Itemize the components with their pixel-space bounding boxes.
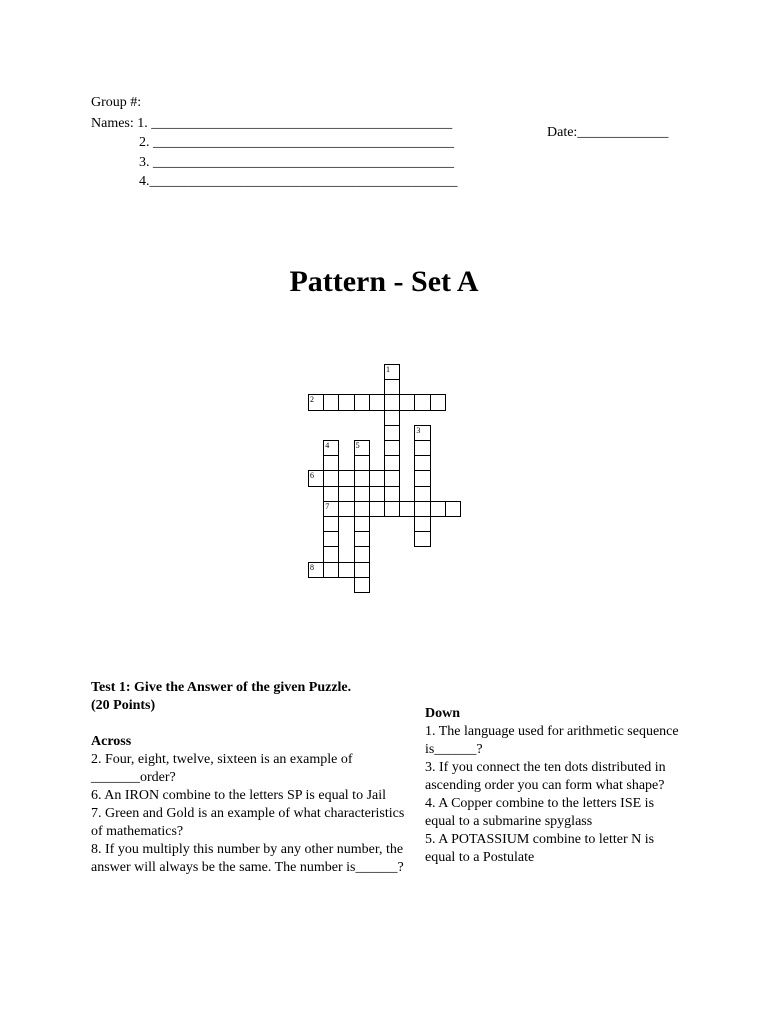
test-heading-line-2: (20 Points) bbox=[91, 698, 156, 713]
crossword-cell[interactable] bbox=[323, 394, 339, 410]
crossword-cell[interactable] bbox=[369, 470, 385, 486]
crossword-cell[interactable] bbox=[354, 531, 370, 547]
crossword-cell[interactable] bbox=[338, 562, 354, 578]
names-line-3: 3. ___________________________________________ bbox=[139, 155, 454, 170]
crossword-cell[interactable] bbox=[323, 562, 339, 578]
crossword-cell[interactable] bbox=[323, 531, 339, 547]
crossword-cell[interactable] bbox=[384, 455, 400, 471]
clue-number: 3 bbox=[416, 425, 421, 435]
crossword-cell[interactable] bbox=[354, 516, 370, 532]
crossword-cell[interactable] bbox=[384, 486, 400, 502]
crossword-cell[interactable] bbox=[354, 455, 370, 471]
names-line-1: Names: 1. ___________________________________________ bbox=[91, 116, 453, 131]
across-heading: Across bbox=[91, 734, 132, 749]
crossword-cell[interactable] bbox=[308, 470, 324, 486]
crossword-cell[interactable] bbox=[323, 440, 339, 456]
down-clue-1: 1. The language used for arithmetic sequence is______? bbox=[425, 724, 679, 757]
crossword-cell[interactable] bbox=[323, 501, 339, 517]
down-clue-5: 5. A POTASSIUM combine to letter N is equal to a Postulate bbox=[425, 832, 655, 865]
crossword-cell[interactable] bbox=[354, 577, 370, 593]
clue-number: 4 bbox=[325, 441, 330, 450]
clue-number: 5 bbox=[355, 441, 360, 450]
crossword-cell[interactable] bbox=[354, 440, 370, 456]
crossword-cell[interactable] bbox=[430, 501, 446, 517]
group-label: Group #: bbox=[91, 95, 142, 110]
crossword-cell[interactable] bbox=[399, 501, 415, 517]
down-clue-4: 4. A Copper combine to the letters ISE is equal to a submarine spyglass bbox=[425, 796, 655, 829]
crossword-cell[interactable] bbox=[445, 501, 461, 517]
crossword-cell[interactable] bbox=[414, 531, 430, 547]
crossword-cell[interactable] bbox=[369, 501, 385, 517]
clue-number: 6 bbox=[310, 471, 314, 481]
crossword-cell[interactable] bbox=[414, 394, 430, 410]
across-clue-2: 2. Four, eight, twelve, sixteen is an example of _______order? bbox=[91, 752, 353, 785]
page-title: Pattern - Set A bbox=[289, 265, 479, 298]
crossword-cell[interactable] bbox=[414, 516, 430, 532]
left-column bbox=[91, 679, 411, 877]
crossword-cell[interactable] bbox=[354, 562, 370, 578]
crossword-cell[interactable] bbox=[323, 455, 339, 471]
crossword-cell[interactable] bbox=[384, 470, 400, 486]
crossword-cell[interactable] bbox=[354, 470, 370, 486]
crossword-cell[interactable] bbox=[384, 364, 400, 380]
crossword-cell[interactable] bbox=[338, 394, 354, 410]
clue-number: 2 bbox=[310, 395, 314, 405]
across-clue-6: 6. An IRON combine to the letters SP is equal to Jail bbox=[91, 788, 387, 803]
date-label: Date:_____________ bbox=[547, 125, 669, 140]
crossword-cell[interactable] bbox=[414, 501, 430, 517]
crossword-cell[interactable] bbox=[323, 516, 339, 532]
test-heading-line-1: Test 1: Give the Answer of the given Puzzle. bbox=[91, 680, 352, 695]
crossword-cell[interactable] bbox=[414, 470, 430, 486]
clue-number: 1 bbox=[386, 365, 390, 374]
down-clue-3: 3. If you connect the ten dots distributed in ascending order you can form what shape? bbox=[425, 760, 666, 793]
crossword-cell[interactable] bbox=[414, 486, 430, 502]
crossword-cell[interactable] bbox=[384, 394, 400, 410]
down-heading: Down bbox=[425, 706, 461, 721]
across-clue-7: 7. Green and Gold is an example of what characteristics of mathematics? bbox=[91, 806, 405, 839]
crossword-cell[interactable] bbox=[323, 470, 339, 486]
crossword-cell[interactable] bbox=[354, 546, 370, 562]
crossword-cell[interactable] bbox=[308, 394, 324, 410]
crossword-cell[interactable] bbox=[384, 501, 400, 517]
crossword-cell[interactable] bbox=[414, 455, 430, 471]
crossword-cell[interactable] bbox=[384, 425, 400, 441]
crossword-cell[interactable] bbox=[414, 440, 430, 456]
crossword-cell[interactable] bbox=[384, 440, 400, 456]
crossword-cell[interactable] bbox=[384, 410, 400, 426]
crossword-cell[interactable] bbox=[323, 486, 339, 502]
crossword-cell[interactable] bbox=[338, 470, 354, 486]
crossword-cell[interactable] bbox=[354, 486, 370, 502]
crossword-cell[interactable] bbox=[308, 562, 324, 578]
crossword-cell[interactable] bbox=[384, 379, 400, 395]
crossword-cell[interactable] bbox=[430, 394, 446, 410]
right-column bbox=[425, 705, 680, 867]
crossword-cell[interactable] bbox=[369, 394, 385, 410]
crossword-cell[interactable] bbox=[414, 425, 430, 441]
clue-number: 7 bbox=[325, 501, 330, 511]
crossword-cell[interactable] bbox=[323, 546, 339, 562]
crossword-cell[interactable] bbox=[354, 394, 370, 410]
across-clue-8: 8. If you multiply this number by any other number, the answer will always be the same. The number is______? bbox=[91, 842, 404, 875]
clue-number: 8 bbox=[310, 562, 314, 572]
names-line-2: 2. ___________________________________________ bbox=[139, 135, 454, 150]
crossword-cell[interactable] bbox=[338, 501, 354, 517]
names-line-4: 4.____________________________________________ bbox=[139, 174, 458, 189]
crossword-cell[interactable] bbox=[399, 394, 415, 410]
crossword-cell[interactable] bbox=[354, 501, 370, 517]
